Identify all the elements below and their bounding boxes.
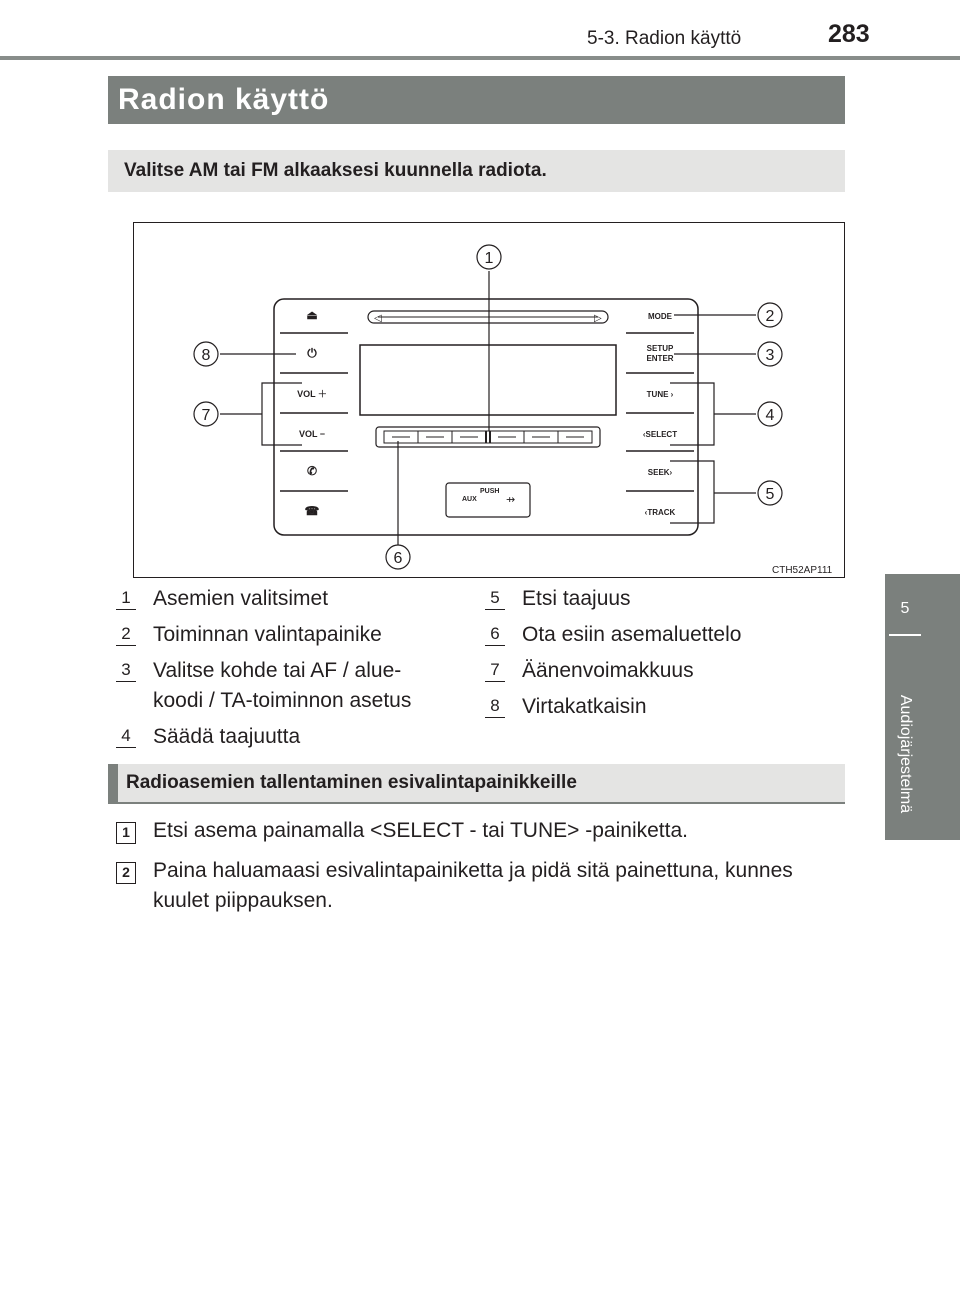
- select-label: ‹SELECT: [642, 430, 678, 439]
- legend-number: 8: [485, 695, 505, 718]
- chapter-label: Audiojärjestelmä: [897, 694, 914, 814]
- usb-aux-port: [446, 483, 530, 517]
- page-number: 283: [828, 20, 870, 48]
- callout-number-5: 5: [765, 486, 775, 503]
- svg-text:⇸: ⇸: [506, 494, 516, 506]
- callout-number-8: 8: [201, 347, 211, 364]
- preset-buttons: [376, 427, 600, 447]
- section-accent: [108, 764, 118, 804]
- mode-label: MODE: [648, 312, 672, 321]
- step-text-2: Paina haluamaasi esivalintapainiketta ja pidä sitä painettuna, kunnes: [153, 859, 793, 882]
- legend-number: 7: [485, 659, 505, 682]
- legend-number: 6: [485, 623, 505, 646]
- legend-text-line2: koodi / TA-toiminnon asetus: [153, 689, 412, 712]
- cd-slot: [368, 311, 608, 324]
- legend-text: Ota esiin asemaluettelo: [522, 623, 742, 646]
- running-head: 5-3. Radion käyttö: [587, 28, 742, 49]
- section-heading-bar: [108, 764, 845, 804]
- phone-hangup-icon: ☎: [304, 504, 320, 518]
- display-screen: [360, 345, 616, 415]
- svg-text:AUX: AUX: [462, 496, 477, 503]
- legend-text: Valitse kohde tai AF / alue-: [153, 659, 402, 682]
- legend-text: Etsi taajuus: [522, 587, 631, 610]
- vol-down-label: VOL −: [298, 429, 326, 439]
- chapter-number: 5: [900, 600, 910, 617]
- header-rule: [0, 56, 960, 60]
- svg-text:PUSH: PUSH: [480, 488, 500, 495]
- seek-label: SEEK›: [647, 468, 673, 477]
- legend-number: 2: [116, 623, 136, 646]
- page-title-bar: [108, 76, 845, 124]
- callout-number-3: 3: [765, 347, 775, 364]
- callout-number-7: 7: [201, 407, 211, 424]
- section-heading: Radioasemien tallentaminen esivalintapainikkeille: [126, 772, 577, 793]
- legend-text: Asemien valitsimet: [153, 587, 329, 610]
- chapter-tab-divider: [889, 634, 921, 636]
- page-title: Radion käyttö: [118, 83, 330, 116]
- callout-number-2: 2: [765, 308, 775, 325]
- setup-label: SETUP: [646, 344, 674, 353]
- tune-label: TUNE ›: [646, 390, 674, 399]
- radio-panel-diagram: [134, 223, 844, 577]
- callout-number-1: 1: [484, 250, 494, 267]
- chapter-side-tab: [885, 574, 960, 840]
- legend-text: Äänenvoimakkuus: [522, 659, 694, 682]
- legend-text: Säädä taajuutta: [153, 725, 301, 748]
- legend-number: 4: [116, 725, 136, 748]
- svg-text:◁: ◁: [374, 313, 382, 324]
- legend-number: 1: [116, 587, 136, 610]
- intro-box: [108, 150, 845, 192]
- section-underline: [108, 802, 845, 804]
- intro-text: Valitse AM tai FM alkaaksesi kuunnella radiota.: [124, 160, 547, 181]
- enter-label: ENTER: [646, 354, 674, 363]
- phone-pickup-icon: ✆: [306, 464, 318, 478]
- step-number-2: 2: [116, 862, 136, 884]
- legend-text: Toiminnan valintapainike: [153, 623, 382, 646]
- legend-number: 5: [485, 587, 505, 610]
- radio-panel-figure: [133, 222, 845, 578]
- step-number-1: 1: [116, 822, 136, 844]
- legend-text: Virtakatkaisin: [522, 695, 647, 718]
- step-text-1: Etsi asema painamalla <SELECT - tai TUNE> -painiketta.: [153, 819, 688, 842]
- callout-number-4: 4: [765, 407, 775, 424]
- svg-text:▷: ▷: [594, 313, 602, 324]
- power-icon: ⏻: [307, 346, 317, 360]
- figure-code: CTH52AP111: [772, 565, 833, 576]
- callout-number-6: 6: [393, 550, 403, 567]
- step-text-2-line2: kuulet piippauksen.: [153, 889, 333, 912]
- vol-up-label: VOL ＋: [297, 389, 327, 399]
- track-label: ‹TRACK: [644, 508, 676, 517]
- eject-icon: ⏏: [306, 308, 318, 322]
- legend-number: 3: [116, 659, 136, 682]
